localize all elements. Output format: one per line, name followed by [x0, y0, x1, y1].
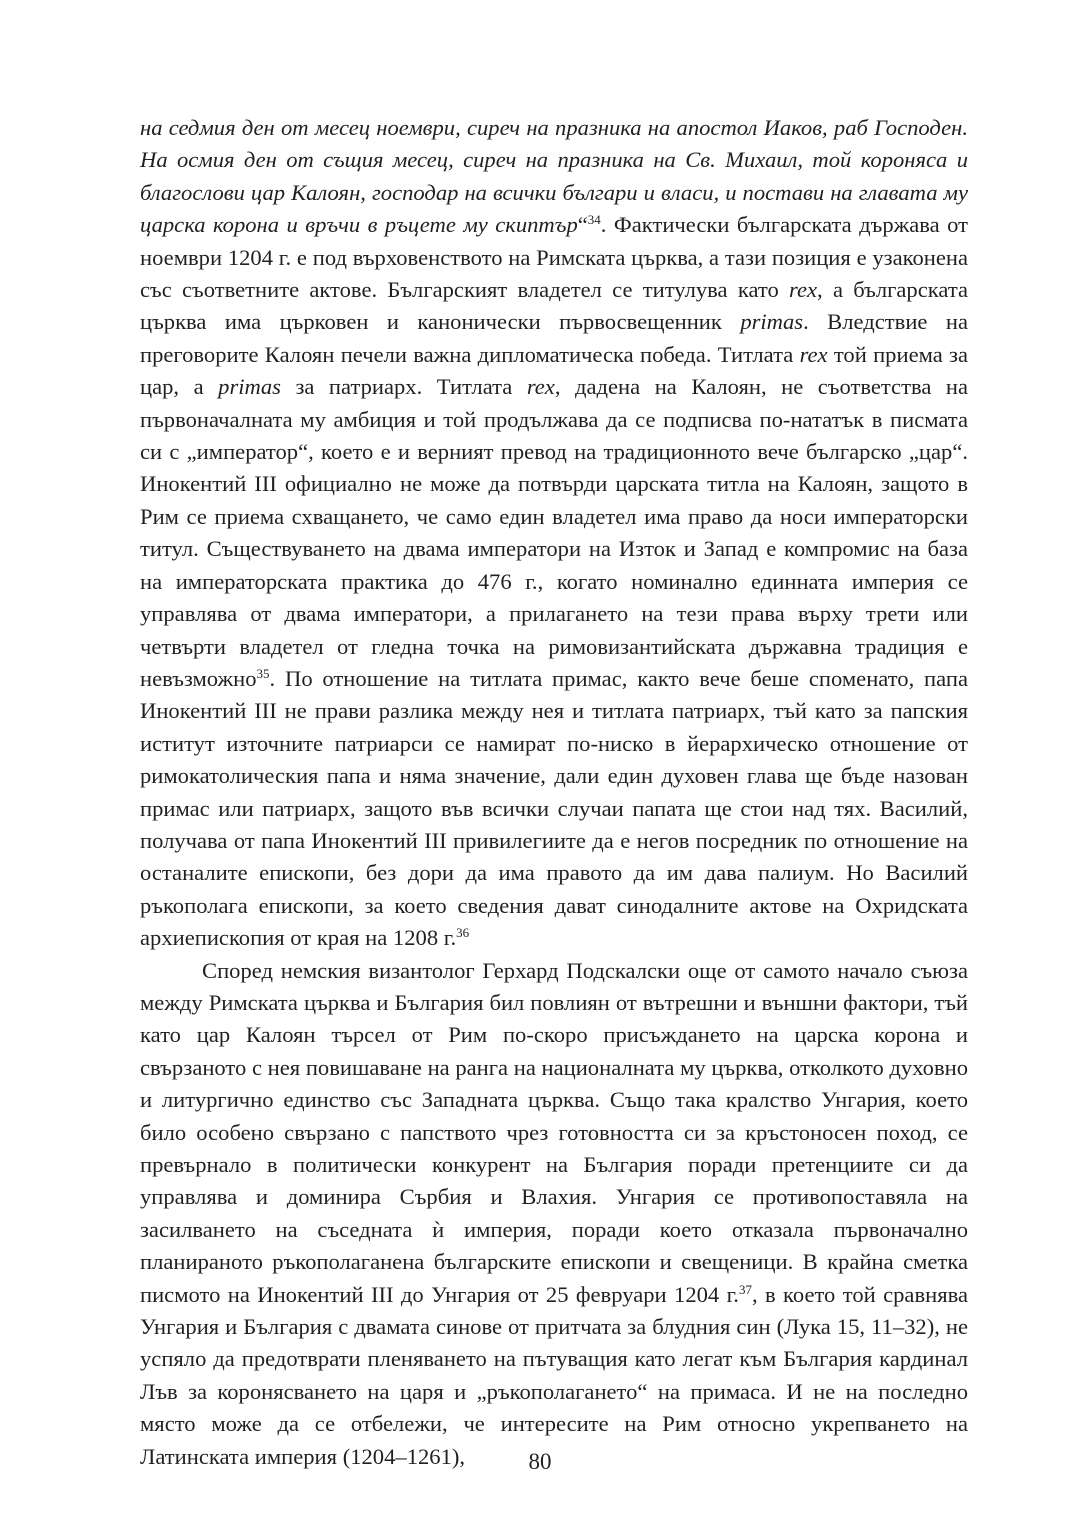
paragraph: [140, 955, 968, 1474]
quote-close: “: [577, 212, 588, 238]
text-span: за патриарх. Титлата: [280, 374, 527, 400]
text-span: , а българската църква има църковен и канонически първосвещенник: [140, 277, 968, 335]
footnote-ref-35: 35: [256, 666, 270, 682]
text-span: Според немския византолог Герхард Подскалски още от самото начало съюза между Римската църква и България бил повлиян от вътрешни и външни фактори, тъй като цар Калоян търсел от Рим по-скоро присъждането на царска корона и свързаното с нея повишаване на ранга на националната му църква, отколкото духовно и литургично единство със Западната църква. Също така кралство Унгария, което било особено свързано с папството чрез готовността си за кръстоносен поход, се превърнало в политически конкурент на България поради претенциите си да управлява и доминира Сърбия и Влахия. Унгария се противопоставяла на засилването на съседната ѝ империя, поради което отказала първоначално планираното ръкополаганена българските епископи и свещеници. В крайна сметка писмото на Инокентий III до Унгария от 25 февруари 1204 г.: [140, 957, 968, 1307]
latin-term-primas: primas: [740, 309, 804, 335]
latin-term-primas: primas: [218, 374, 281, 400]
latin-term-rex: rex: [799, 341, 828, 367]
footnote-ref-37: 37: [738, 1281, 752, 1297]
text-span: . Фактически българската държава от ноември 1204 г. е под върховенството на Римската църква, а тази позиция е узаконена със съответните актове. Българският владетел се титулува като: [140, 212, 969, 303]
text-span: . По отношение на титлата примас, както вече беше споменато, папа Инокентий III не прави разлика между нея и титлата патриарх, тъй като за папския иститут източните патриарси се намират по-ниско в йерархическо отношение от римокатолическия папа и няма значение, дали един духовен глава ще бъде назован примас или патриарх, защото във всички случаи папата ще стои над тях. Василий, получава от папа Инокентий III привилегиите да е негов посредник по отношение на останалите епископи, без дори да има правото да им дава палиум. Но Василий ръкополага епископи, за което сведения дават синодалните актове на Охридската архиепископия от края на 1208 г.: [140, 665, 968, 951]
body-text: [140, 112, 968, 1473]
latin-term-rex: rex: [526, 374, 555, 400]
italic-quote: на седмия ден от месец ноември, сиреч на празника на апостол Иаков, раб Господен. На осмия ден от същия месец, сиреч на празника на Св. Михаил, той коронясa и благослови цар Калоян, господар на всички българи и власи, и постави на главата му царска корона и връчи в ръцете му скиптър: [140, 115, 968, 238]
footnote-ref-36: 36: [456, 925, 470, 941]
text-span: , в което той сравнява Унгария и България с двамата синове от притчата за блудния син (Лука 15, 11–32), не успяло да предотврати пленяването на пътуващия като легат към България кардинал Лъв за коронясването на царя и „ръкополагането“ на примаса. И не на последно място може да се отбележи, че интересите на Рим относно укрепването на Латинската империя (1204–1261),: [140, 1281, 968, 1469]
page-number: 80: [528, 1449, 552, 1474]
text-span: . Вледствие на преговорите Калоян печели важна дипломатическа победа. Титлата: [140, 309, 969, 367]
latin-term-rex: rex: [789, 277, 818, 303]
text-span: той приема за цар, а: [140, 341, 968, 400]
footnote-ref-34: 34: [587, 212, 601, 228]
text-span: , дадена на Калоян, не съответства на първоначалната му амбиция и той продължава да се подписва по-нататък в писмата си с „император“, което е и верният превод на традиционното вече българско „цар“. Инокентий III официално не може да потвърди царската титла на Калоян, защото в Рим се приема схващането, че само един владетел има право да носи императорски титул. Съществуването на двама императори на Изток и Запад е компромис на база на императорската практика до 476 г., когато номинално единната империя се управлява от двама императори, а прилагането на тези права върху трети или четвърти владетел от гледна точка на римовизантийската държавна традиция е невъзможно: [140, 374, 968, 691]
paragraph: [140, 112, 968, 955]
